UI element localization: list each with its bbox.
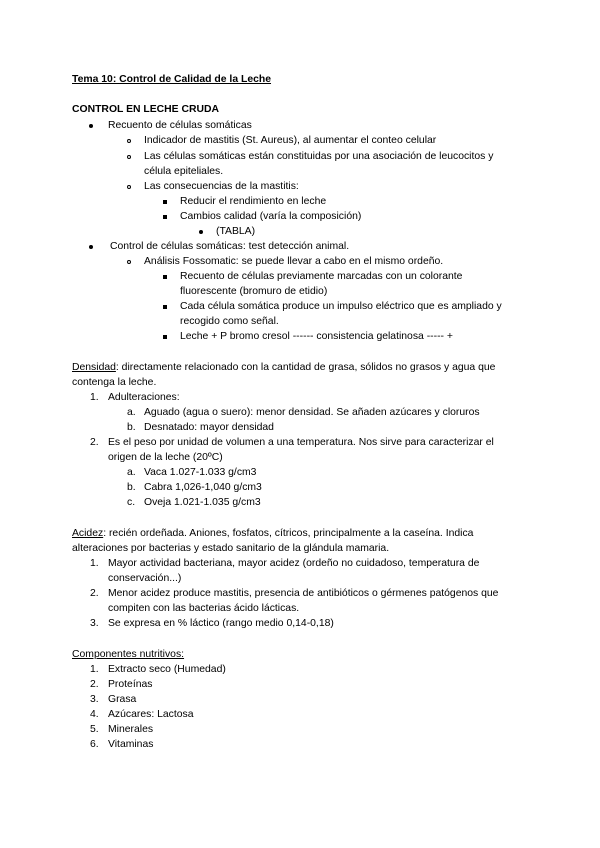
term-acidez: Acidez xyxy=(72,528,104,539)
list-letter: a. xyxy=(127,467,136,478)
list-number: 1. xyxy=(90,558,99,569)
list-item: Azúcares: Lactosa xyxy=(108,709,194,720)
list-item: Recuento de células somáticas xyxy=(108,120,252,131)
list-item: Oveja 1.021-1.035 g/cm3 xyxy=(144,497,261,508)
list-item-continuation: conservación...) xyxy=(108,573,182,584)
list-item-continuation: compiten con las bacterias ácido lácticas. xyxy=(108,603,300,614)
list-item-continuation: origen de la leche (20ºC) xyxy=(108,452,223,463)
list-item: Control de células somáticas: test detección animal. xyxy=(110,241,350,252)
list-item: Extracto seco (Humedad) xyxy=(108,664,226,675)
list-item-continuation: recogido como señal. xyxy=(180,316,279,327)
list-item: Leche + P bromo cresol ------ consistencia gelatinosa ----- + xyxy=(180,331,453,342)
section-heading-componentes: Componentes nutritivos: xyxy=(72,649,185,660)
list-item: Minerales xyxy=(108,724,154,735)
list-item: (TABLA) xyxy=(216,226,256,237)
list-letter: a. xyxy=(127,407,136,418)
list-item: Cada célula somática produce un impulso eléctrico que es ampliado y xyxy=(180,301,502,312)
paragraph-continuation: contenga la leche. xyxy=(72,377,157,388)
list-letter: b. xyxy=(127,422,136,433)
bullet-dot xyxy=(196,225,206,238)
list-item: Cabra 1,026-1,040 g/cm3 xyxy=(144,482,262,493)
list-number: 2. xyxy=(90,588,99,599)
list-item: Adulteraciones: xyxy=(108,392,180,403)
list-number: 6. xyxy=(90,739,99,750)
paragraph-continuation: alteraciones por bacterias y estado sanitario de la glándula mamaria. xyxy=(72,543,390,554)
term-densidad: Densidad xyxy=(72,362,116,373)
list-item: Es el peso por unidad de volumen a una temperatura. Nos sirve para caracterizar el xyxy=(108,437,494,448)
list-number: 1. xyxy=(90,392,99,403)
list-item: Desnatado: mayor densidad xyxy=(144,422,274,433)
bullet-dot xyxy=(86,119,96,132)
list-item: Proteínas xyxy=(108,679,153,690)
bullet-circle xyxy=(124,134,134,147)
list-item: Reducir el rendimiento en leche xyxy=(180,196,327,207)
paragraph-densidad xyxy=(72,361,495,374)
list-item-continuation: fluorescente (bromuro de etidio) xyxy=(180,286,328,297)
list-item: Mayor actividad bacteriana, mayor acidez (ordeño no cuidadoso, temperatura de xyxy=(108,558,480,569)
list-letter: b. xyxy=(127,482,136,493)
list-number: 2. xyxy=(90,679,99,690)
list-item: Las células somáticas están constituidas por una asociación de leucocitos y xyxy=(144,151,494,162)
bullet-square xyxy=(160,270,170,283)
bullet-circle xyxy=(124,180,134,193)
bullet-circle xyxy=(124,150,134,163)
bullet-square xyxy=(160,330,170,343)
list-item: Grasa xyxy=(108,694,137,705)
bullet-square xyxy=(160,300,170,313)
bullet-circle xyxy=(124,255,134,268)
list-item: Indicador de mastitis (St. Aureus), al aumentar el conteo celular xyxy=(144,135,437,146)
paragraph-text: : recién ordeñada. Aniones, fosfatos, cítricos, principalmente a la caseína. Indica xyxy=(103,528,474,539)
list-item: Vaca 1.027-1.033 g/cm3 xyxy=(144,467,257,478)
list-item: Análisis Fossomatic: se puede llevar a cabo en el mismo ordeño. xyxy=(144,256,444,267)
page-title: Tema 10: Control de Calidad de la Leche xyxy=(72,74,272,85)
list-item: Cambios calidad (varía la composición) xyxy=(180,211,362,222)
list-letter: c. xyxy=(127,497,136,508)
list-number: 3. xyxy=(90,694,99,705)
list-number: 1. xyxy=(90,664,99,675)
list-number: 2. xyxy=(90,437,99,448)
list-item: Menor acidez produce mastitis, presencia de antibióticos o gérmenes patógenos que xyxy=(108,588,499,599)
bullet-dot xyxy=(86,240,96,253)
bullet-square xyxy=(160,195,170,208)
list-item: Se expresa en % láctico (rango medio 0,14-0,18) xyxy=(108,618,334,629)
list-number: 3. xyxy=(90,618,99,629)
list-item: Vitaminas xyxy=(108,739,154,750)
paragraph-text: : directamente relacionado con la cantidad de grasa, sólidos no grasos y agua que xyxy=(115,362,496,373)
list-number: 4. xyxy=(90,709,99,720)
list-item: Recuento de células previamente marcadas con un colorante xyxy=(180,271,463,282)
section-heading-cruda: CONTROL EN LECHE CRUDA xyxy=(72,104,220,115)
list-item: Aguado (agua o suero): menor densidad. Se añaden azúcares y cloruros xyxy=(144,407,480,418)
list-number: 5. xyxy=(90,724,99,735)
list-item-continuation: célula epiteliales. xyxy=(144,166,224,177)
bullet-square xyxy=(160,210,170,223)
list-item: Las consecuencias de la mastitis: xyxy=(144,181,299,192)
paragraph-acidez xyxy=(72,527,473,540)
